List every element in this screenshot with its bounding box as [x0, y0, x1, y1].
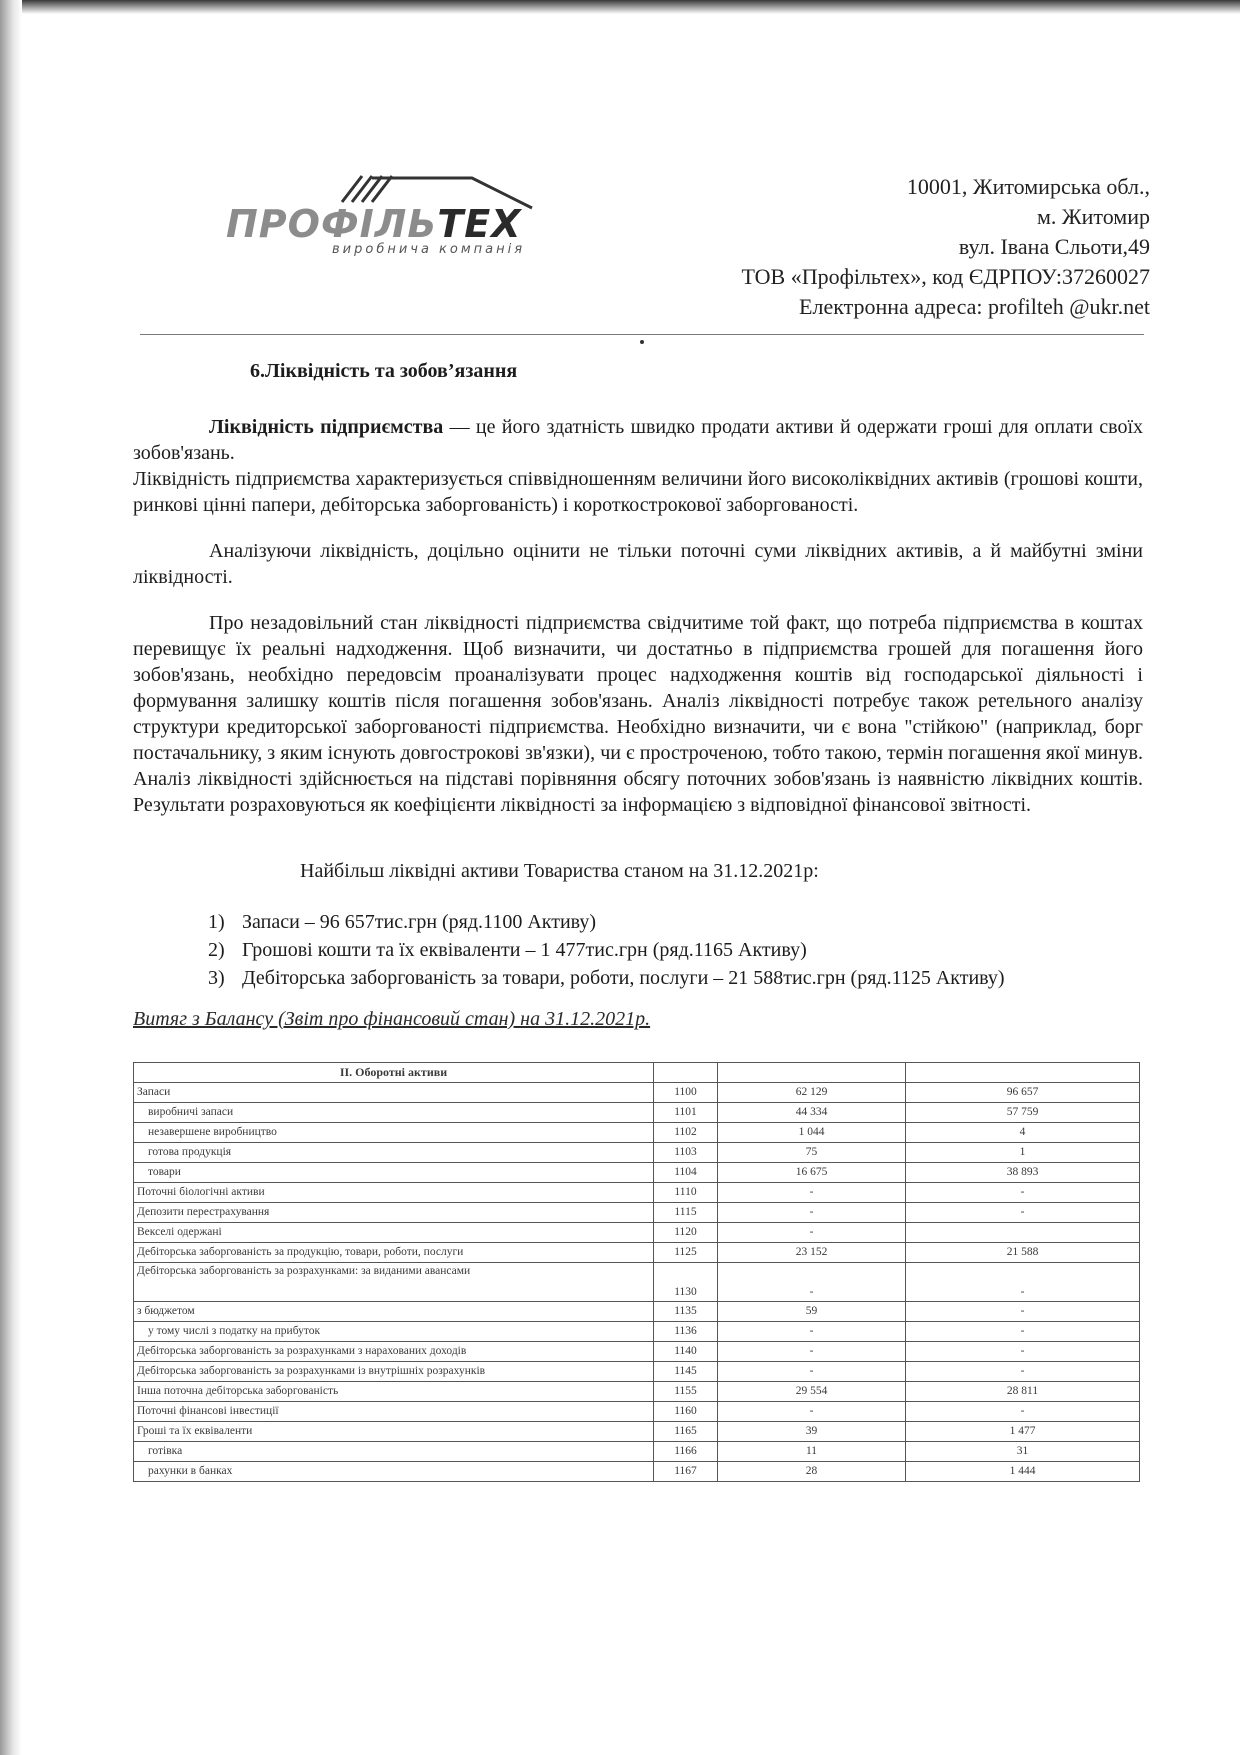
row-code: 1136 — [654, 1322, 718, 1342]
row-value-start: 16 675 — [718, 1163, 906, 1183]
row-code: 1100 — [654, 1083, 718, 1103]
scan-speck — [640, 340, 644, 344]
row-value-end: 1 477 — [906, 1422, 1140, 1442]
table-row — [134, 1103, 1140, 1123]
row-label: Дебіторська заборгованість за продукцію, товари, роботи, послуги — [134, 1243, 654, 1263]
table-row — [134, 1143, 1140, 1163]
logo-wordmark-part1: ПРОФІЛЬ — [226, 202, 438, 246]
table-row — [134, 1223, 1140, 1243]
row-value-end: - — [906, 1183, 1140, 1203]
row-label: Депозити перестрахування — [134, 1203, 654, 1223]
row-value-end: - — [906, 1302, 1140, 1322]
row-code: 1115 — [654, 1203, 718, 1223]
row-code: 1140 — [654, 1342, 718, 1362]
table-row — [134, 1462, 1140, 1482]
row-code: 1145 — [654, 1362, 718, 1382]
row-value-end — [906, 1223, 1140, 1243]
row-value-start: 1 044 — [718, 1123, 906, 1143]
row-value-end: 96 657 — [906, 1083, 1140, 1103]
paragraph-liquidity-state-text: Про незадовільний стан ліквідності підприємства свідчитиме той факт, що потреба підприємства в коштах перевищує їх реальні надходження. Щоб визначити, чи достатньо в підприємства грошей для погашення його зобов'язань, необхідно передовсім проаналізувати процес надходження коштів від господарської діяльності і формування залишку коштів після погашення зобов'язань. Аналіз ліквідності потребує також ретельного аналізу структури кредиторської заборгованості підприємства. Необхідно визначити, чи є вона "стійкою" (наприклад, борг постачальнику, з яким існують довгострокові зв'язки), чи є простроченою, тобто такою, термін погашення якої минув. Аналіз ліквідності здійснюється на підставі порівняння обсягу поточних зобов'язань із наявністю ліквідних коштів. Результати розраховуються як коефіцієнти ліквідності за інформацією з відповідної фінансової звітності. — [133, 612, 1143, 816]
row-code: 1125 — [654, 1243, 718, 1263]
table-row — [134, 1382, 1140, 1402]
row-value-start: 75 — [718, 1143, 906, 1163]
list-item — [208, 964, 1005, 992]
list-item — [208, 908, 1005, 936]
row-code: 1135 — [654, 1302, 718, 1322]
table-row — [134, 1422, 1140, 1442]
row-value-end: 28 811 — [906, 1382, 1140, 1402]
list-item-number: 2) — [208, 939, 225, 961]
row-value-end: 38 893 — [906, 1163, 1140, 1183]
row-value-end: 21 588 — [906, 1243, 1140, 1263]
row-label: Дебіторська заборгованість за розрахунками з нарахованих доходів — [134, 1342, 654, 1362]
row-value-end: 1 444 — [906, 1462, 1140, 1482]
row-code: 1167 — [654, 1462, 718, 1482]
row-value-start: 44 334 — [718, 1103, 906, 1123]
row-label: Дебіторська заборгованість за розрахунками із внутрішніх розрахунків — [134, 1362, 654, 1382]
company-logo — [222, 172, 582, 272]
row-code: 1160 — [654, 1402, 718, 1422]
row-label: рахунки в банках — [134, 1462, 654, 1482]
company-address — [741, 172, 1150, 322]
row-value-start: - — [718, 1183, 906, 1203]
liquid-assets-lead: Найбільш ліквідні активи Товариства станом на 31.12.2021р: — [300, 860, 819, 882]
liquid-assets-list — [208, 908, 1005, 992]
row-value-end: - — [906, 1203, 1140, 1223]
scan-edge — [0, 0, 1240, 14]
paragraph-characteristics: Ліквідність підприємства характеризується співвідношенням величини його високоліквідних активів (грошові кошти, ринкові цінні папери, дебіторська заборгованість) і короткострокової заборгованості. — [133, 468, 1143, 516]
table-row — [134, 1263, 1140, 1302]
row-label: готова продукція — [134, 1143, 654, 1163]
row-label: Векселі одержані — [134, 1223, 654, 1243]
row-value-end: - — [906, 1322, 1140, 1342]
scan-edge-left — [0, 0, 22, 1755]
row-label: Дебіторська заборгованість за розрахунками: за виданими авансами — [134, 1263, 654, 1302]
row-label: Поточні фінансові інвестиції — [134, 1402, 654, 1422]
table-row — [134, 1302, 1140, 1322]
row-label: Запаси — [134, 1083, 654, 1103]
table-row — [134, 1442, 1140, 1462]
row-code: 1166 — [654, 1442, 718, 1462]
row-value-start: 39 — [718, 1422, 906, 1442]
logo-tagline: виробнича компанія — [332, 242, 526, 257]
address-line: вул. Івана Сльоти,49 — [958, 234, 1150, 259]
table-row — [134, 1203, 1140, 1223]
row-value-start: 59 — [718, 1302, 906, 1322]
row-value-end: - — [906, 1342, 1140, 1362]
row-code: 1165 — [654, 1422, 718, 1442]
table-row — [134, 1083, 1140, 1103]
row-value-start: - — [718, 1223, 906, 1243]
list-item-number: 3) — [208, 967, 225, 989]
list-item-text: Грошові кошти та їх еквіваленти – 1 477тис.грн (ряд.1165 Активу) — [242, 939, 807, 961]
address-line: м. Житомир — [1036, 204, 1150, 229]
row-value-start: - — [718, 1402, 906, 1422]
paragraph-analysis-text: Аналізуючи ліквідність, доцільно оцінити не тільки поточні суми ліквідних активів, а й майбутні зміни ліквідності. — [133, 540, 1143, 588]
row-value-start: - — [718, 1263, 906, 1302]
table-header-row — [134, 1063, 1140, 1083]
row-value-end: - — [906, 1362, 1140, 1382]
row-value-start: - — [718, 1342, 906, 1362]
row-label: готівка — [134, 1442, 654, 1462]
row-code: 1104 — [654, 1163, 718, 1183]
definition-text: — це його здатність швидко продати активи й одержати гроші для оплати своїх зобов'язань. — [133, 416, 1144, 464]
row-value-start: - — [718, 1362, 906, 1382]
paragraph-analysis — [133, 538, 1143, 590]
list-item-text: Дебіторська заборгованість за товари, роботи, послуги – 21 588тис.грн (ряд.1125 Активу) — [242, 967, 1005, 989]
row-code: 1103 — [654, 1143, 718, 1163]
row-label: виробничі запаси — [134, 1103, 654, 1123]
row-value-start: 62 129 — [718, 1083, 906, 1103]
address-line: ТОВ «Профільтех», код ЄДРПОУ:37260027 — [741, 264, 1150, 289]
row-value-start: 23 152 — [718, 1243, 906, 1263]
table-row — [134, 1402, 1140, 1422]
row-code: 1120 — [654, 1223, 718, 1243]
row-value-start: 29 554 — [718, 1382, 906, 1402]
row-label: з бюджетом — [134, 1302, 654, 1322]
row-label: у тому числі з податку на прибуток — [134, 1322, 654, 1342]
balance-table — [133, 1062, 1140, 1482]
definition-term: Ліквідність підприємства — [209, 416, 444, 438]
row-code: 1130 — [654, 1263, 718, 1302]
table-section-heading: ІІ. Оборотні активи — [134, 1063, 654, 1083]
row-value-start: 11 — [718, 1442, 906, 1462]
row-label: незавершене виробництво — [134, 1123, 654, 1143]
row-value-start: 28 — [718, 1462, 906, 1482]
row-code: 1102 — [654, 1123, 718, 1143]
paragraph-liquidity-state — [133, 610, 1143, 818]
list-item-text: Запаси – 96 657тис.грн (ряд.1100 Активу) — [242, 911, 597, 933]
list-item — [208, 936, 1005, 964]
row-value-end: - — [906, 1263, 1140, 1302]
table-row — [134, 1362, 1140, 1382]
paragraph-definition — [133, 414, 1143, 466]
row-label: товари — [134, 1163, 654, 1183]
row-code: 1101 — [654, 1103, 718, 1123]
balance-extract-title: Витяг з Балансу (Звіт про фінансовий стан) на 31.12.2021р. — [133, 1008, 651, 1030]
table-row — [134, 1322, 1140, 1342]
address-line: Електронна адреса: profilteh @ukr.net — [799, 294, 1150, 319]
header-divider — [140, 334, 1144, 335]
logo-wordmark — [226, 202, 522, 246]
row-label: Інша поточна дебіторська заборгованість — [134, 1382, 654, 1402]
row-code: 1110 — [654, 1183, 718, 1203]
table-row — [134, 1163, 1140, 1183]
row-value-end: - — [906, 1402, 1140, 1422]
table-row — [134, 1342, 1140, 1362]
list-item-number: 1) — [208, 911, 225, 933]
row-value-start: - — [718, 1203, 906, 1223]
row-label: Гроші та їх еквіваленти — [134, 1422, 654, 1442]
table-row — [134, 1243, 1140, 1263]
row-value-end: 57 759 — [906, 1103, 1140, 1123]
row-code: 1155 — [654, 1382, 718, 1402]
table-row — [134, 1183, 1140, 1203]
table-row — [134, 1123, 1140, 1143]
logo-wordmark-part2: ТЕХ — [437, 202, 522, 246]
address-line: 10001, Житомирська обл., — [906, 174, 1150, 199]
row-value-end: 4 — [906, 1123, 1140, 1143]
row-value-end: 31 — [906, 1442, 1140, 1462]
row-value-start: - — [718, 1322, 906, 1342]
section-title: 6.Ліквідність та зобов’язання — [250, 360, 518, 382]
row-value-end: 1 — [906, 1143, 1140, 1163]
row-label: Поточні біологічні активи — [134, 1183, 654, 1203]
